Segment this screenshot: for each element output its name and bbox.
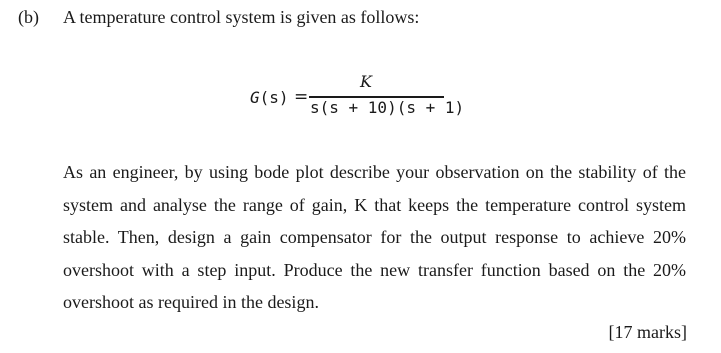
formula-lhs-arg: (s) [259, 88, 289, 107]
transfer-function-formula [250, 68, 465, 128]
question-intro: A temperature control system is given as follows: [63, 7, 420, 27]
body-line-5: overshoot as required in the design. [63, 292, 319, 312]
question-label: (b) [18, 7, 39, 27]
body-line-2: system and analyse the range of gain, K that keeps the temperature control system [63, 194, 686, 215]
formula-numerator: K [360, 72, 372, 91]
body-line-3: stable. Then, design a gain compensator for the output response to achieve 20% [63, 227, 686, 247]
formula-lhs [250, 88, 289, 107]
formula-denominator: s(s + 10)(s + 1) [310, 98, 465, 117]
body-line-1: As an engineer, by using bode plot describe your observation on the stability of the [63, 162, 686, 182]
formula-equals: = [294, 87, 309, 107]
body-line-4: overshoot with a step input. Produce the new transfer function based on the 20% [63, 259, 686, 280]
question-body [63, 156, 686, 319]
marks-allocation: [17 marks] [608, 322, 687, 342]
formula-lhs-func: G [250, 88, 260, 107]
